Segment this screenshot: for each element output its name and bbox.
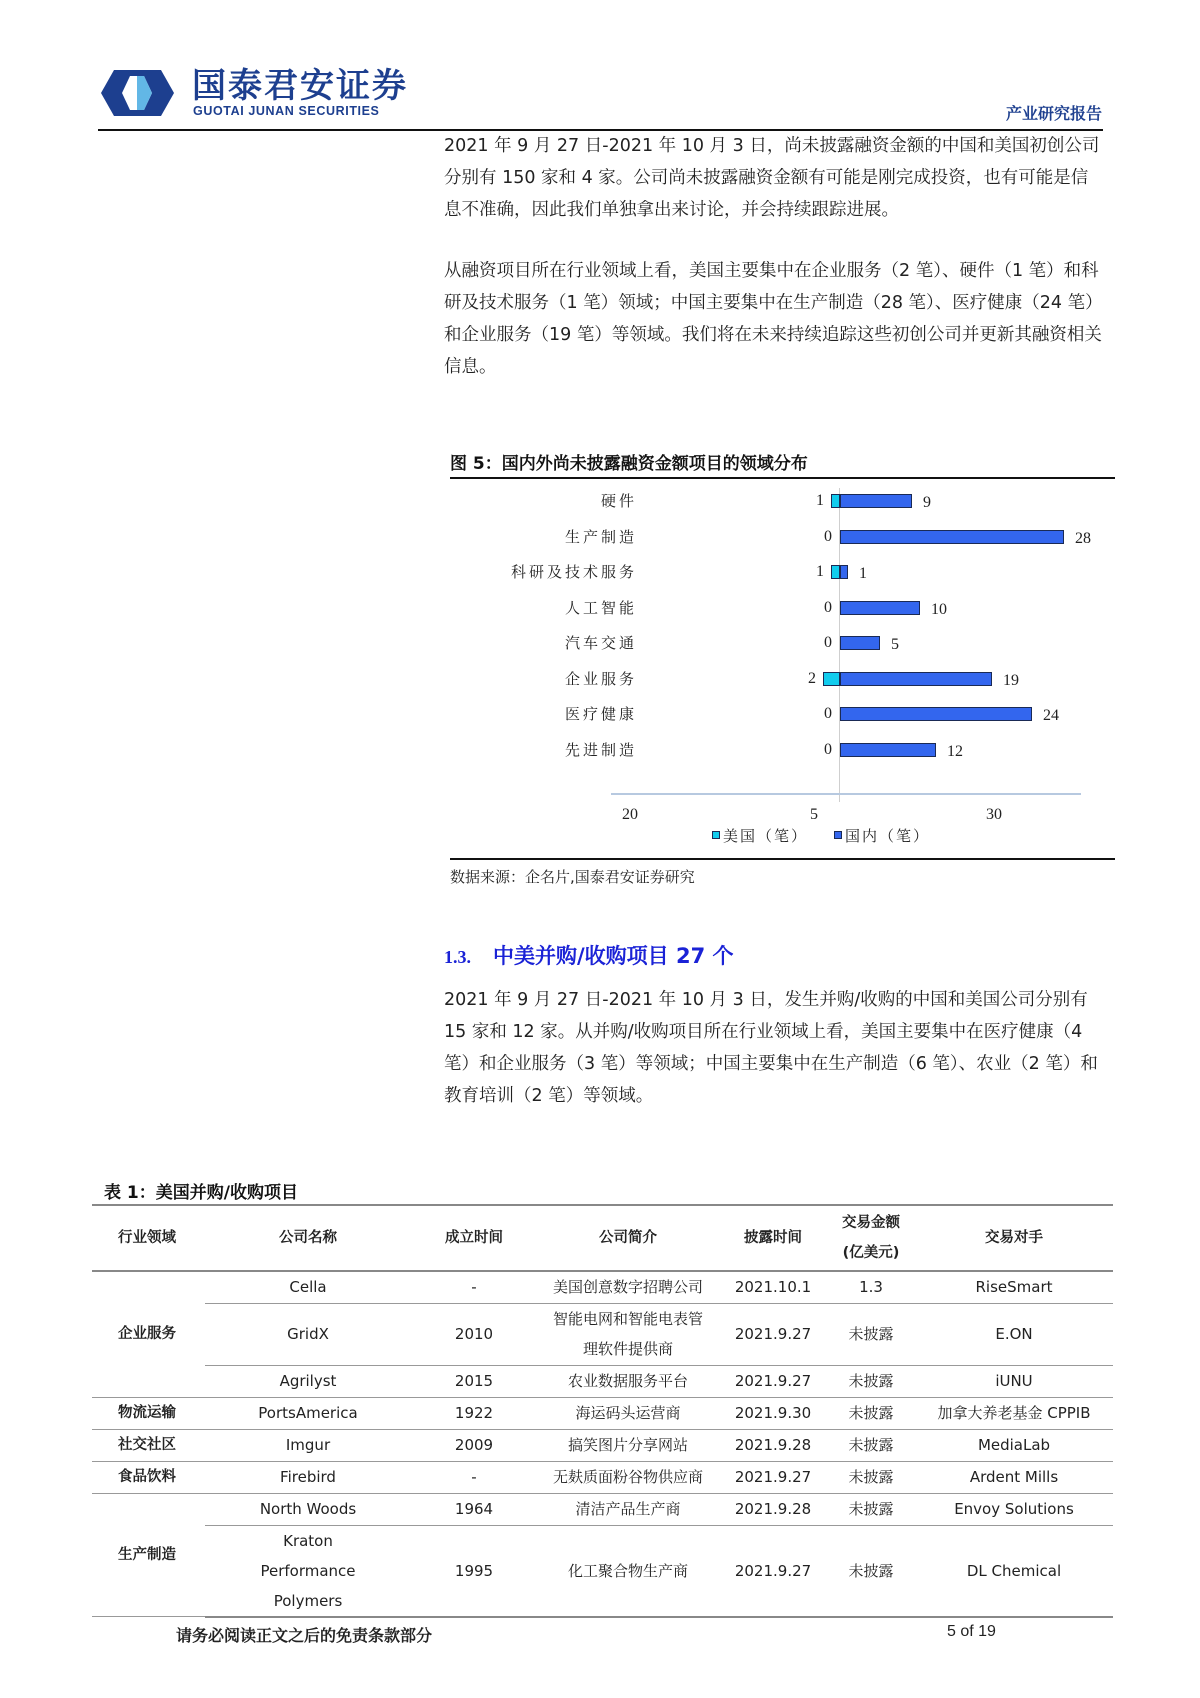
description-cell: 化工聚合物生产商: [537, 1525, 719, 1617]
page-header: [0, 0, 1200, 135]
chart-category-label: 汽车交通: [564, 634, 637, 652]
table-row: [92, 1429, 1113, 1461]
date-cell: 2021.9.27: [719, 1525, 827, 1617]
date-cell: 2021.9.28: [719, 1493, 827, 1525]
date-cell: 2021.9.27: [719, 1303, 827, 1365]
bar-cn: [840, 672, 992, 686]
amount-cell: 未披露: [827, 1493, 915, 1525]
date-cell: 2021.9.28: [719, 1429, 827, 1461]
founded-cell: 1995: [411, 1525, 537, 1617]
amount-cell: 未披露: [827, 1525, 915, 1617]
chart-legend: [712, 825, 930, 846]
company-cell: Imgur: [205, 1429, 411, 1461]
bar-value-us: 0: [824, 740, 832, 758]
col-header-sector: 行业领域: [92, 1205, 205, 1271]
founded-cell: 2015: [411, 1365, 537, 1397]
legend-swatch-icon: [834, 831, 842, 839]
x-tick: 5: [810, 806, 818, 823]
description-cell: 美国创意数字招聘公司: [537, 1271, 719, 1303]
x-tick: 30: [986, 806, 1002, 823]
company-cell: Agrilyst: [205, 1365, 411, 1397]
bar-value-cn: 1: [859, 565, 867, 582]
hexagon-logo-icon: [100, 68, 175, 118]
bar-cn: [840, 636, 880, 650]
chart-category-label: 医疗健康: [564, 705, 637, 723]
counterparty-cell: iUNU: [915, 1365, 1113, 1397]
chart-category-label: 生产制造: [564, 527, 637, 546]
brand-name-cn: 国泰君安证券: [192, 66, 408, 106]
bar-value-us: 2: [808, 669, 816, 687]
founded-cell: -: [411, 1271, 537, 1303]
bar-value-us: 0: [824, 634, 832, 651]
founded-cell: -: [411, 1461, 537, 1493]
brand-name-en: GUOTAI JUNAN SECURITIES: [193, 104, 380, 118]
bar-cn: [840, 530, 1064, 544]
company-cell: Firebird: [205, 1461, 411, 1493]
company-cell: Kraton Performance Polymers: [205, 1525, 411, 1617]
counterparty-cell: 加拿大养老基金 CPPIB: [915, 1397, 1113, 1429]
date-cell: 2021.9.27: [719, 1365, 827, 1397]
chart-category-label: 先进制造: [564, 740, 637, 759]
company-cell: North Woods: [205, 1493, 411, 1525]
bar-us: [823, 672, 840, 686]
founded-cell: 2010: [411, 1303, 537, 1365]
chart-category-label: 企业服务: [564, 669, 637, 688]
bar-value-us: 0: [824, 527, 832, 545]
figure-bottom-rule: [450, 858, 1115, 860]
col-header-founded: 成立时间: [411, 1205, 537, 1271]
table-row: [92, 1397, 1113, 1429]
legend-item-us: 美国（笔）: [712, 825, 808, 846]
section-heading: [444, 940, 734, 970]
figure-top-rule: [450, 477, 1115, 479]
sector-cell: 企业服务: [92, 1271, 205, 1397]
description-cell: 无麸质面粉谷物供应商: [537, 1461, 719, 1493]
table-row: [92, 1525, 1113, 1617]
report-type-label: 产业研究报告: [1005, 104, 1102, 123]
page-number: 5 of 19: [947, 1623, 996, 1640]
bar-value-us: 0: [824, 705, 832, 722]
bar-us: [831, 565, 840, 579]
bar-value-cn: 12: [947, 742, 963, 760]
founded-cell: 2009: [411, 1429, 537, 1461]
chart-category-label: 硬件: [600, 492, 637, 510]
counterparty-cell: MediaLab: [915, 1429, 1113, 1461]
counterparty-cell: RiseSmart: [915, 1271, 1113, 1303]
company-cell: Cella: [205, 1271, 411, 1303]
bar-cn: [840, 601, 920, 615]
col-header-amount: 交易金额 (亿美元): [827, 1205, 915, 1271]
section-number: 1.3.: [444, 947, 471, 967]
bar-cn: [840, 743, 936, 757]
col-header-description: 公司简介: [537, 1205, 719, 1271]
sector-cell: 食品饮料: [92, 1461, 205, 1493]
description-cell: 搞笑图片分享网站: [537, 1429, 719, 1461]
bar-value-cn: 10: [931, 600, 947, 618]
date-cell: 2021.9.27: [719, 1461, 827, 1493]
chart-x-axis: [611, 793, 1081, 795]
table-title: 表 1：美国并购/收购项目: [104, 1183, 298, 1203]
bar-chart-sector-distribution: [450, 480, 1115, 855]
bar-value-cn: 24: [1043, 707, 1059, 724]
bar-us: [831, 494, 840, 508]
sector-cell: 社交社区: [92, 1429, 205, 1461]
bar-value-cn: 19: [1003, 671, 1019, 689]
counterparty-cell: Ardent Mills: [915, 1461, 1113, 1493]
sector-cell: 生产制造: [92, 1493, 205, 1617]
counterparty-cell: E.ON: [915, 1303, 1113, 1365]
bar-cn: [840, 494, 912, 508]
amount-cell: 未披露: [827, 1303, 915, 1365]
company-cell: GridX: [205, 1303, 411, 1365]
bar-value-us: 1: [816, 492, 824, 509]
amount-cell: 未披露: [827, 1365, 915, 1397]
date-cell: 2021.9.30: [719, 1397, 827, 1429]
amount-cell: 未披露: [827, 1461, 915, 1493]
description-cell: 海运码头运营商: [537, 1397, 719, 1429]
table-row: [92, 1493, 1113, 1525]
description-cell: 清洁产品生产商: [537, 1493, 719, 1525]
bar-value-us: 1: [816, 563, 824, 580]
paragraph-undisclosed-summary: 2021 年 9 月 27 日-2021 年 10 月 3 日，尚未披露融资金额的中国和美国初创公司分别有 150 家和 4 家。公司尚未披露融资金额有可能是刚完成投资，也有可能是信息不准确，因此我们单独拿出来讨论，并会持续跟踪进展。: [444, 136, 1100, 220]
description-cell: 智能电网和智能电表管理软件提供商: [537, 1303, 719, 1365]
figure-source: 数据来源：企名片,国泰君安证券研究: [450, 868, 695, 886]
legend-swatch-icon: [712, 831, 720, 839]
description-cell: 农业数据服务平台: [537, 1365, 719, 1397]
founded-cell: 1964: [411, 1493, 537, 1525]
bar-cn: [840, 707, 1032, 721]
founded-cell: 1922: [411, 1397, 537, 1429]
sector-cell: 物流运输: [92, 1397, 205, 1429]
figure-title: 图 5：国内外尚未披露融资金额项目的领域分布: [450, 454, 808, 474]
date-cell: 2021.10.1: [719, 1271, 827, 1303]
bar-value-cn: 28: [1075, 529, 1091, 547]
table-header-row: [92, 1205, 1113, 1271]
legend-item-cn: 国内（笔）: [834, 825, 930, 846]
bar-value-cn: 5: [891, 636, 899, 653]
counterparty-cell: Envoy Solutions: [915, 1493, 1113, 1525]
bar-cn: [840, 565, 848, 579]
amount-cell: 未披露: [827, 1397, 915, 1429]
paragraph-sector-breakdown: 从融资项目所在行业领域上看，美国主要集中在企业服务（2 笔）、硬件（1 笔）和科研及技术服务（1 笔）领域；中国主要集中在生产制造（28 笔）、医疗健康（24 笔）和企业服务（19 笔）等领域。我们将在未来持续追踪这些初创公司并更新其融资相关信息。: [444, 261, 1103, 377]
table-row: [92, 1461, 1113, 1493]
footer-disclaimer: 请务必阅读正文之后的免责条款部分: [176, 1626, 433, 1645]
bar-value-cn: 9: [923, 494, 931, 511]
col-header-company: 公司名称: [205, 1205, 411, 1271]
table-row: [92, 1271, 1113, 1303]
counterparty-cell: DL Chemical: [915, 1525, 1113, 1617]
table-body: [92, 1271, 1113, 1617]
col-header-date: 披露时间: [719, 1205, 827, 1271]
table-row: [92, 1365, 1113, 1397]
col-header-counterparty: 交易对手: [915, 1205, 1113, 1271]
amount-cell: 未披露: [827, 1429, 915, 1461]
x-tick: 20: [622, 806, 638, 823]
paragraph-ma-summary: 2021 年 9 月 27 日-2021 年 10 月 3 日，发生并购/收购的中国和美国公司分别有 15 家和 12 家。从并购/收购项目所在行业领域上看，美国主要集中在医疗健康（4 笔）和企业服务（3 笔）等领域；中国主要集中在生产制造（6 笔）、农业（2 笔）和教育培训（2 笔）等领域。: [444, 990, 1098, 1106]
company-cell: PortsAmerica: [205, 1397, 411, 1429]
section-title: 中美并购/收购项目 27 个: [493, 944, 734, 968]
ma-deals-table: [92, 1204, 1113, 1618]
amount-cell: 1.3: [827, 1271, 915, 1303]
table-row: [92, 1303, 1113, 1365]
bar-value-us: 0: [824, 598, 832, 616]
chart-category-label: 科研及技术服务: [510, 563, 637, 581]
chart-category-label: 人工智能: [564, 598, 637, 617]
